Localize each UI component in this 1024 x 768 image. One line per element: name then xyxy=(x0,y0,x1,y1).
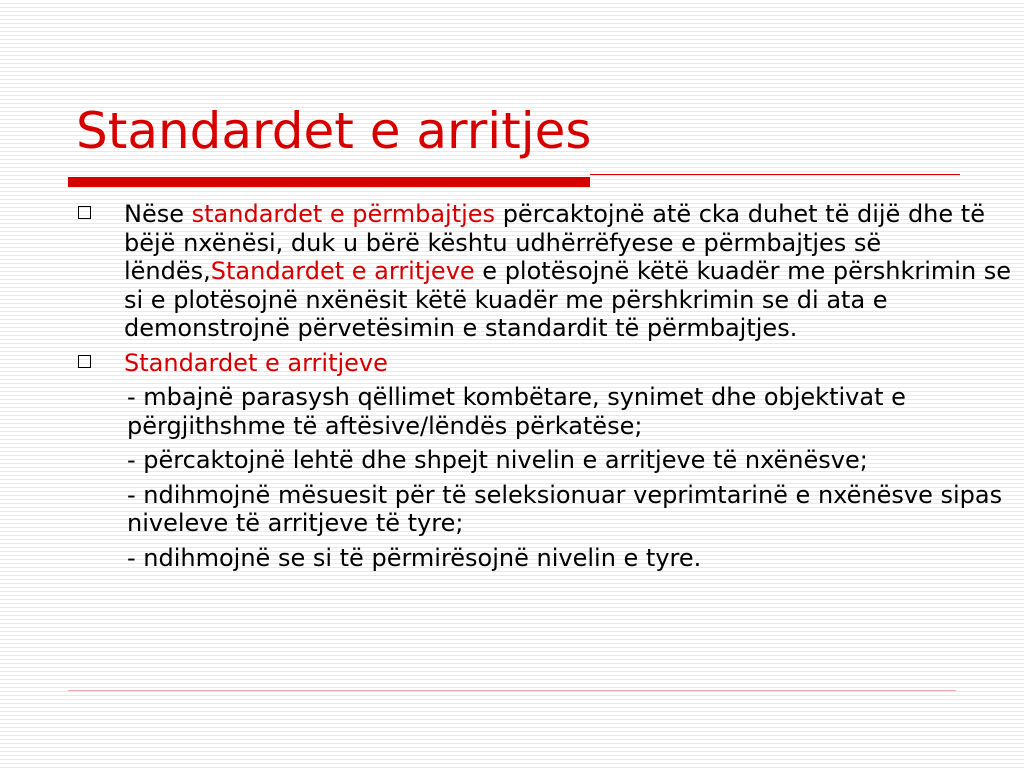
sub-item: - ndihmojnë se si të përmirësojnë nivelin e tyre. xyxy=(127,543,702,572)
footer-divider xyxy=(68,690,956,691)
text-segment: Nëse xyxy=(124,200,192,228)
title-underline-thick xyxy=(68,177,590,187)
highlighted-term: standardet e përmbajtjes xyxy=(191,200,496,228)
bullet-heading: Standardet e arritjeve xyxy=(124,348,388,377)
slide-title: Standardet e arritjes xyxy=(76,102,592,160)
bullet-text xyxy=(124,200,1013,343)
text-segment: përcaktojnë atë cka duhet të dijë dhe të bëjë nxënësi, duk u bërë kështu udhërrëfyese e përmbajtjes së lëndës, xyxy=(124,200,985,285)
sub-item: - përcaktojnë lehtë dhe shpejt nivelin e arritjeve të nxënësve; xyxy=(127,446,868,474)
slide-body xyxy=(78,200,1013,572)
bullet-item xyxy=(78,349,1013,378)
sub-item: - ndihmojnë mësuesit për të seleksionuar veprimtarinë e nxënësve sipas niveleve të arritjeve të tyre; xyxy=(127,480,1003,537)
hollow-square-icon xyxy=(78,355,91,368)
highlighted-term: Standardet e arritjeve xyxy=(210,257,475,285)
sub-item: - mbajnë parasysh qëllimet kombëtare, synimet dhe objektivat e përgjithshme të aftësive/lëndës përkatëse; xyxy=(127,383,906,440)
bullet-item xyxy=(78,200,1013,343)
hollow-square-icon xyxy=(78,206,91,219)
text-segment: e plotësojnë këtë kuadër me përshkrimin se si e plotësojnë nxënësit këtë kuadër me përshkrimin se di ata e demonstrojnë përvetësimin e standardit të përmbajtjes. xyxy=(124,257,1012,342)
title-underline-thin xyxy=(590,174,960,175)
